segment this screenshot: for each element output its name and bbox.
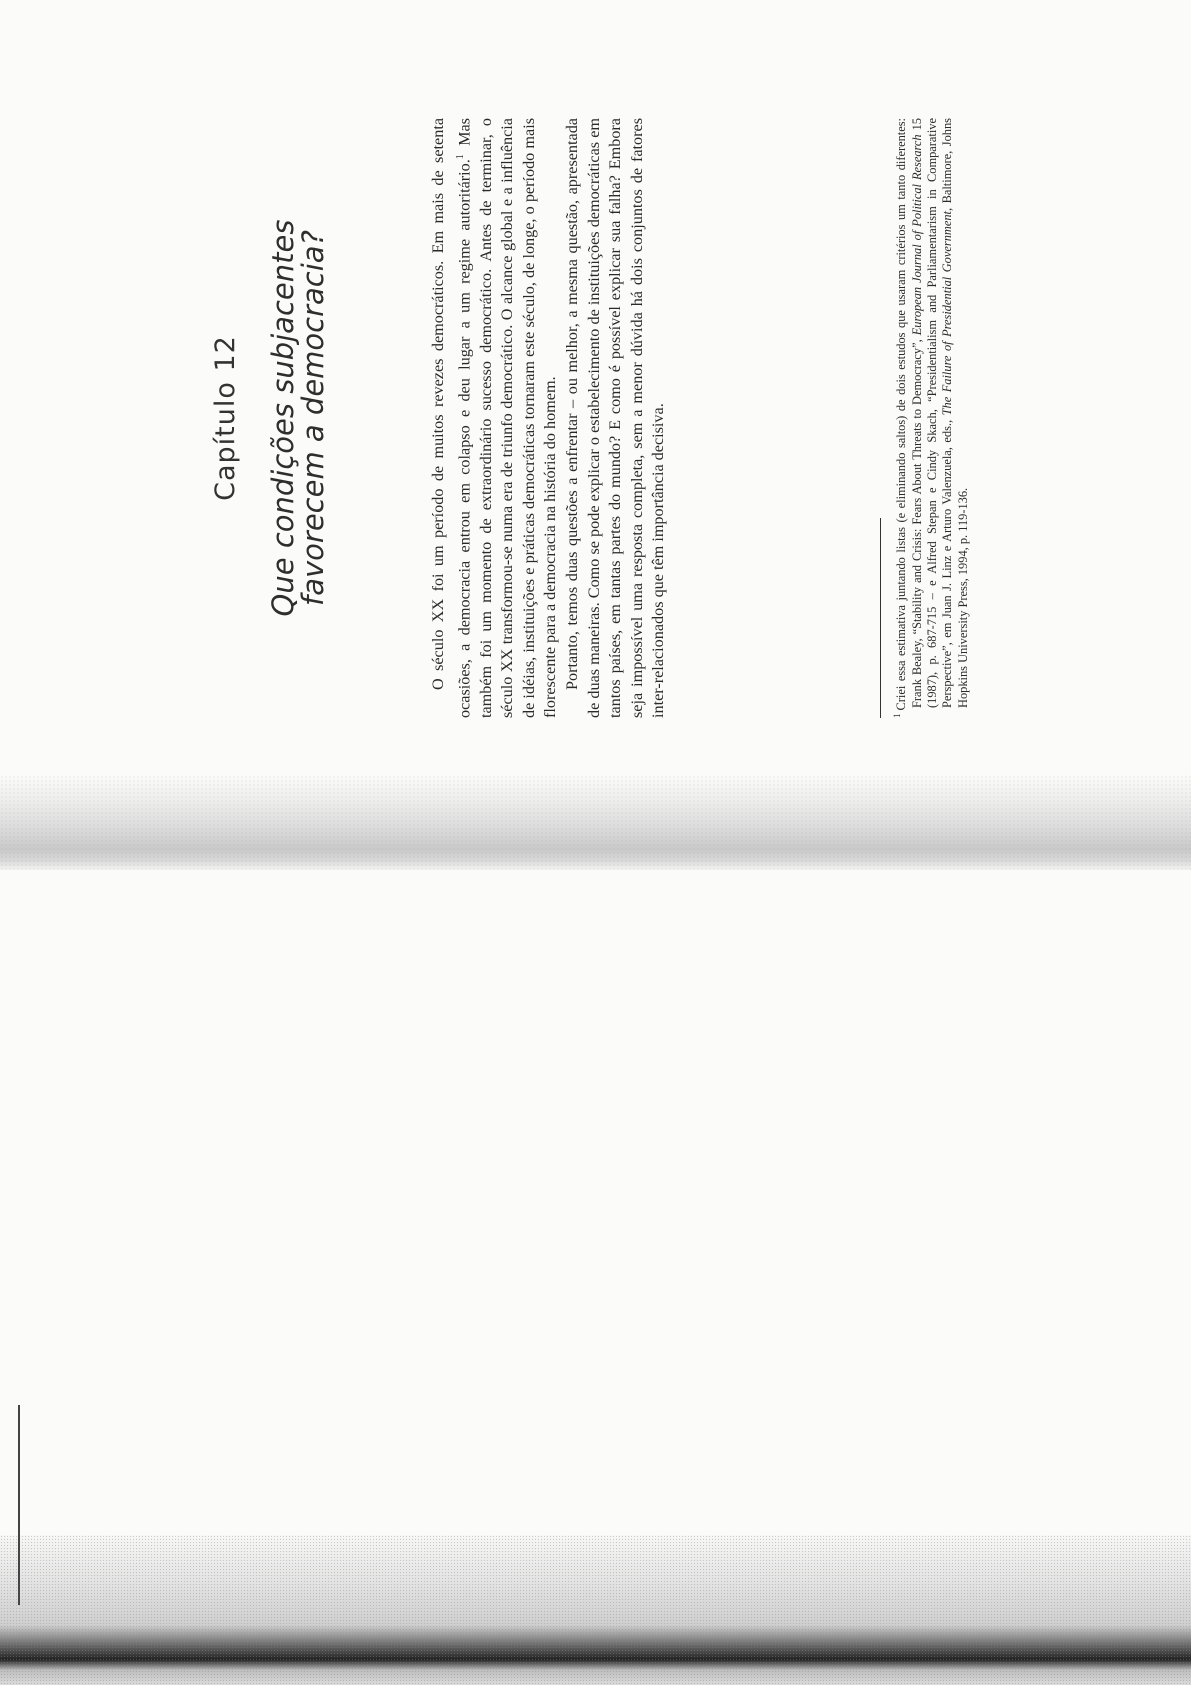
scanned-page	[190, 118, 1090, 718]
footnote	[890, 118, 971, 718]
footnote-ref: 1	[454, 154, 466, 160]
paragraph-2: Portanto, temos duas questões a enfrentar – ou melhor, a mesma questão, apresentada de duas maneiras. Como se pode explicar o estabelecimento de instituições democráticas em tantos países, em tantas partes do mundo? E como é possível explicar sua falha? Embora seja impossível uma resposta completa, sem a menor dúvida há dois conjuntos de fatores inter-relacionados que têm importância decisiva.	[562, 118, 668, 718]
footnote-divider	[880, 518, 881, 718]
footnote-text-c: , Baltimore, Johns Hopkins University Press, 1994, p. 119-136.	[940, 118, 970, 708]
paragraph-1	[428, 118, 562, 718]
chapter-title-line-1: Que condições subjacentes	[266, 219, 300, 617]
footnote-journal: European Journal of Political Research	[909, 134, 924, 336]
body-text	[428, 118, 670, 718]
footnote-book: The Failure of Presidential Government	[940, 211, 955, 416]
footnote-mark: 1	[892, 713, 902, 718]
chapter-title	[268, 118, 328, 718]
paragraph-1-continuation: Mas também foi um momento de extraordinário sucesso democrático. Antes de terminar, o século XX transformou-se numa era de triunfo democrático. O alcance global e a influência de idéias, instituições e práticas democráticas tornaram este século, de longe, o período mais florescente para a democracia na história do homem.	[454, 118, 560, 718]
footnote-text-b: 15 (1987), p. 687-715 – e Alfred Stepan e Cindy Skach, “Presidentialism and Parliamentarism in Comparative Perspective”, em Juan J. Linz e Arturo Valenzuela, eds.,	[909, 118, 955, 708]
chapter-title-line-2: favorecem a democracia?	[296, 230, 330, 606]
chapter-label: Capítulo 12	[210, 335, 241, 501]
margin-rule	[18, 1405, 20, 1605]
footnote-text-a: Criei essa estimativa juntando listas (e eliminando saltos) de dois estudos que usaram critérios um tanto diferentes: Frank Bealey, “Stability and Crisis: Fears About Threats to Democracy”,	[894, 118, 924, 711]
binding-shadow	[0, 775, 1191, 870]
paragraph-1-text: O século XX foi um período de muitos revezes democráticos. Em mais de setenta ocasiões, a democracia entrou em colapso e deu lugar a um regime autoritário.	[429, 118, 473, 718]
page-edge-shadow	[0, 1535, 1191, 1685]
